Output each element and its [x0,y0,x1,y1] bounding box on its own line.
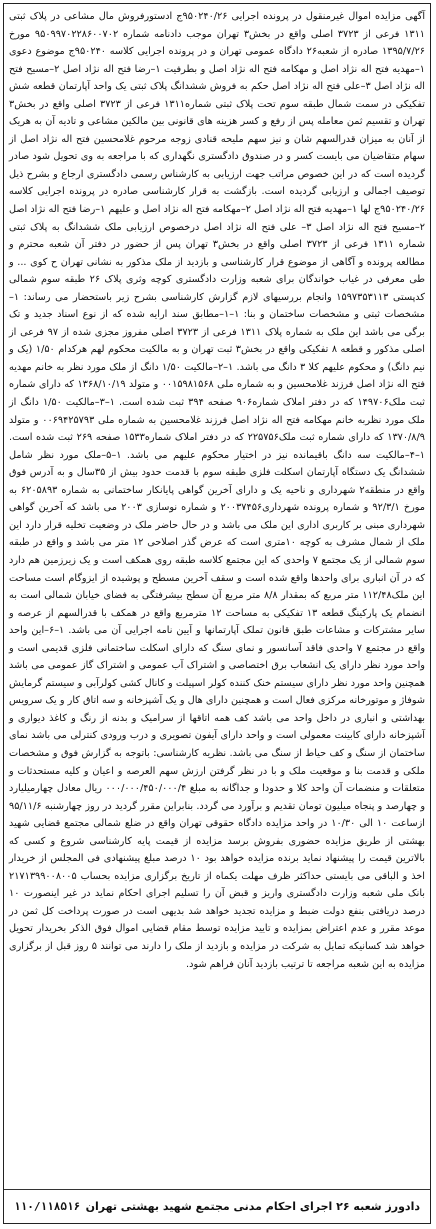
footer-signature: دادورز شعبه ۲۶ اجرای احکام مدنی مجتمع شهید بهشتی تهران [85,1200,420,1213]
notice-footer [4,1189,430,1223]
footer-code: ۱۱۰/۱۱۸۵۱۶ [14,1200,81,1213]
notice-body-text: آگهی مزایده اموال غیرمنقول در پرونده اجرایی ۹۵۰۲۴۰/۲۶ج ادستورفروش مال مشاعی در پلاک ثبتی ۱۳۱۱ فرعی از ۳۷۲۳ اصلی واقع در بخش۳ تهران موجب دادنامه شماره ۹۵۰۹۹۷۰۲۲۸۶۰۰۷۰۲ مورخ ۱۳۹۵/۷/۲۶ صادره از شعبه۲۶ دادگاه عمومی تهران و در پرونده اجرایی کلاسه ۹۵۰۲۴۰ج موضوع دعوی ۱–مهدیه فتح اله نژاد اصل و مهکامه فتح اله نژاد اصل و بطرفیت ۱–رضا فتح اله نژاد اصل ۲–مسیح فتح اله نژاد اصل ۳–علی فتح اله نژاد اصل حکم به فروش ششدانگ پلاک ثبتی یک واحد آپارتمان قطعه شش تفکیکی در سمت شمال طبقه سوم تحت پلاک ثبتی شماره۱۳۱۱ فرعی از ۳۷۲۳ اصلی واقع در بخش۳ تهران و تقسیم ثمن معامله پس از رفع و کسر هزینه های قانونی بین مالکین مشاعی و تادیه آن به هریک از آنان به میزان قدرالسهم شان و نیز سهم ملیحه قنادی زوجه مرحوم غلامحسین فتح اله نژاد اصل از سهام متقاضیان می بایست کسر و در صندوق دادگستری نگهداری که با مراجعه به وی تحویل شود صادر گردیده است که در این خصوص مراتب جهت ارزیابی به کارشناس رسمی دادگستری ارجاع و بشرح ذیل توصیف اجمالی و ارزیابی گردیده است. بازگشت به قرار کارشناسی صادره در پرونده اجرایی کلاسه ۹۵۰۲۴۰/۲۶ج لها ۱–مهدیه فتح اله نژاد اصل ۲–مهکامه فتح اله نژاد اصل و علیهم ۱–رضا فتح اله نژاد اصل ۲–مسیح فتح اله نژاد اصل ۳– علی فتح اله نژاد اصل درخصوص ارزیابی ملک ششدانگ به پلاک ثبتی شماره ۱۳۱۱ فرعی از ۳۷۲۳ اصلی واقع در بخش۳ تهران پس از حضور در دفتر آن شعبه محترم و مطالعه پرونده و آگاهی از موضوع قرار کارشناسی و بازدید از ملک مذکور به نشانی تهران ح کوی ... و طی معرفی در غیاب خواندگان برای شعبه وزارت دادگستری کوچه وثری پلاک ۲۶ طبقه سوم شمالی کدپستی ۱۵۹۷۳۵۳۱۱۳ وانجام بررسیهای لازم گزارش کارشناسی بشرح زیر باستحضار می رساند: ۱–مشخصات ثبتی و مشخصات ساختمان و بنا: ۱–۱–مطابق سند ارایه شده که از نوع اسناد جدید و تک برگی می باشد این ملک به شماره پلاک ۱۳۱۱ فرعی از ۳۷۲۳ اصلی مفروز مجزی شده از ۹۷ فرعی از اصلی مذکور و قطعه ۸ تفکیکی واقع در بخش۳ ثبت تهران و به مالکیت محکوم لهم هرکدام ۱/۵۰ (یک و نیم دانگ) و محکوم علیهم کلا ۳ دانگ می باشد. ۱–۲–مالکیت ۱/۵۰ دانگ از ملک مورد نظر به خانم مهدیه فتح اله نژاد اصل فرزند غلامحسین و به شماره ملی ۰۰۱۵۹۸۱۵۶۸ و متولد ۱۳۶۸/۱۰/۱۹ که دارای شماره ثبت ملک۱۴۹۷۰۶ که در دفتر املاک شماره۹۰۶ صفحه ۳۹۴ ثبت شده است. ۱–۳–مالکیت ۱/۵۰ دانگ از ملک مورد نظربه خانم مهکامه فتح اله نژاد اصل فرزند غلامحسین به شماره ملی ۰۰۶۹۴۲۵۷۹۳ و متولد ۱۳۷۰/۸/۹ که دارای شماره ثبت ملک۲۲۵۷۵۶ که در دفتر املاک شماره۱۵۳۳ صفحه ۲۶۹ ثبت شده است. ۱–۴–مالکیت سه دانگ باقیمانده نیز در اختیار محکوم علیهم می باشد. ۱–۵–ملک مورد نظر شامل ششدانگ یک دستگاه آپارتمان اسکلت فلزی طبقه سوم با قدمت حدود بیش از ۳۵سال و به آدرس فوق واقع در منطقه۲ شهرداری و ناحیه یک و دارای آخرین گواهی پایانکار ساختمانی به شماره ۶۲۰۵۸۹۳ به مورخ ۹۲/۳/۱ و شماره پرونده شهرداری۲۰۰۳۷۴۵۶ و شماره نوسازی ۲۰۰۳ می باشد که آخرین گواهی شهرداری مبنی بر کاربری اداری این ملک می باشد و در حال حاضر ملک در وضعیت تخلیه قرار دارد این ملک از شمال مشرف به کوچه ۱۰متری است که عرض گذر اصلاحی ۱۲ متر می باشد و واقع در طبقه سوم شمالی از یک مجتمع ۷ واحدی که این مجتمع کلاسه طبقه روی همکف است و یک زیرزمین هم دارد که در آن انباری برای واحدها واقع شده است و سقف آخرین مسطح و پوشیده از ایزوگام است مساحت این ملک۱۱۲/۴۸ متر مربع که بمقدار ۸/۸ متر مربع آن سطح بیشرفتگی به فضای خیابان شمالی است به انضمام یک پارکینگ قطعه ۱۳ تفکیکی به مساحت ۱۲ مترمربع واقع در همکف با قدرالسهم از عرصه و سایر مشترکات و مشاعات طبق قانون تملک آپارتمانها و آیین نامه اجرایی آن می باشد. ۱–۶–این واحد واقع در مجتمع ۷ واحدی فاقد آسانسور و نمای سنگ که دارای اسکلت ساختمانی فلزی قدیمی است و واحد مورد نظر دارای یک انشعاب برق اختصاصی و اشتراک آب عمومی و اشتراک گاز عمومی می باشد همچنین واحد مورد نظر دارای سیستم خنک کننده کولر اسپیلت و کانال کشی کولرآبی و سیستم گرمایش شوفاژ و موتورخانه مرکزی فعال است و همچنین دارای هال و یک آشپزخانه و سه اتاق کار و یک سرویس بهداشتی و انباری در داخل واحد می باشد کف همه اتاقها از سرامیک و بدنه از رنگ و کاغذ دیواری و آشپزخانه دارای کابینت معمولی است و واحد دارای آیفون تصویری و درب ورودی کنترلی می باشد نمای ساختمان از سنگ و کف حیاط از سنگ می باشد. نظریه کارشناسی: باتوجه به گزارش فوق و مشخصات ملکی و قدمت بنا و موقعیت ملک و با در نظر گرفتن ارزش سهم العرصه و اعیان و کلیه مستحدثات و متعلقات و منضمات آن واحد کلا و حدودا و جداگانه به مبلغ ۰۰۰/۰۰۰/۴۵۰/۰۰۰/۴ ریال معادل چهارمیلیارد و چهارصد و پنجاه میلیون تومان تقدیم و برآورد می گردد. بنابراین مقرر گردید در روز چهارشنبه ۹۵/۱۱/۶ ازساعت ۱۰ الی ۱۰/۳۰ در واحد مزایده دادگاه حقوقی تهران واقع در ضلع شمالی مجتمع قضایی شهید بهشتی از طریق مزایده حضوری بفروش برسد مزایده از قیمت پایه کارشناسی شروع و کسی که بالاترین قیمت را پیشنهاد نماید برنده مزایده خواهد بود ۱۰ درصد مبلغ پیشنهادی فی المجلس از خریدار اخذ و الباقی می بایستی حداکثر ظرف مهلت یکماه از تاریخ برگزاری مزایده بحساب ۲۱۷۱۳۹۹۰۰۸۰۰۵ بانک ملی شعبه وزارت دادگستری واریز و قبض آن را تسلیم اجرای احکام نماید در غیر اینصورت ۱۰ درصد دریافتی بنفع دولت ضبط و مزایده تجدید خواهد شد بدیهی است در صورت پرداخت کل ثمن در موعد مقرر و عدم اعتراض بمزایده و تایید مزایده توسط مقام قضایی اموال فوق الذکر بخریدار تحویل خواهد شد کسانیکه تمایل به شرکت در مزایده و بازدید از ملک را دارند می توانند ۵ روز قبل از برگزاری مزایده به این شعبه مراجعه تا ترتیب بازدید آنان فراهم شود. [9,11,426,970]
auction-notice [3,3,431,1224]
